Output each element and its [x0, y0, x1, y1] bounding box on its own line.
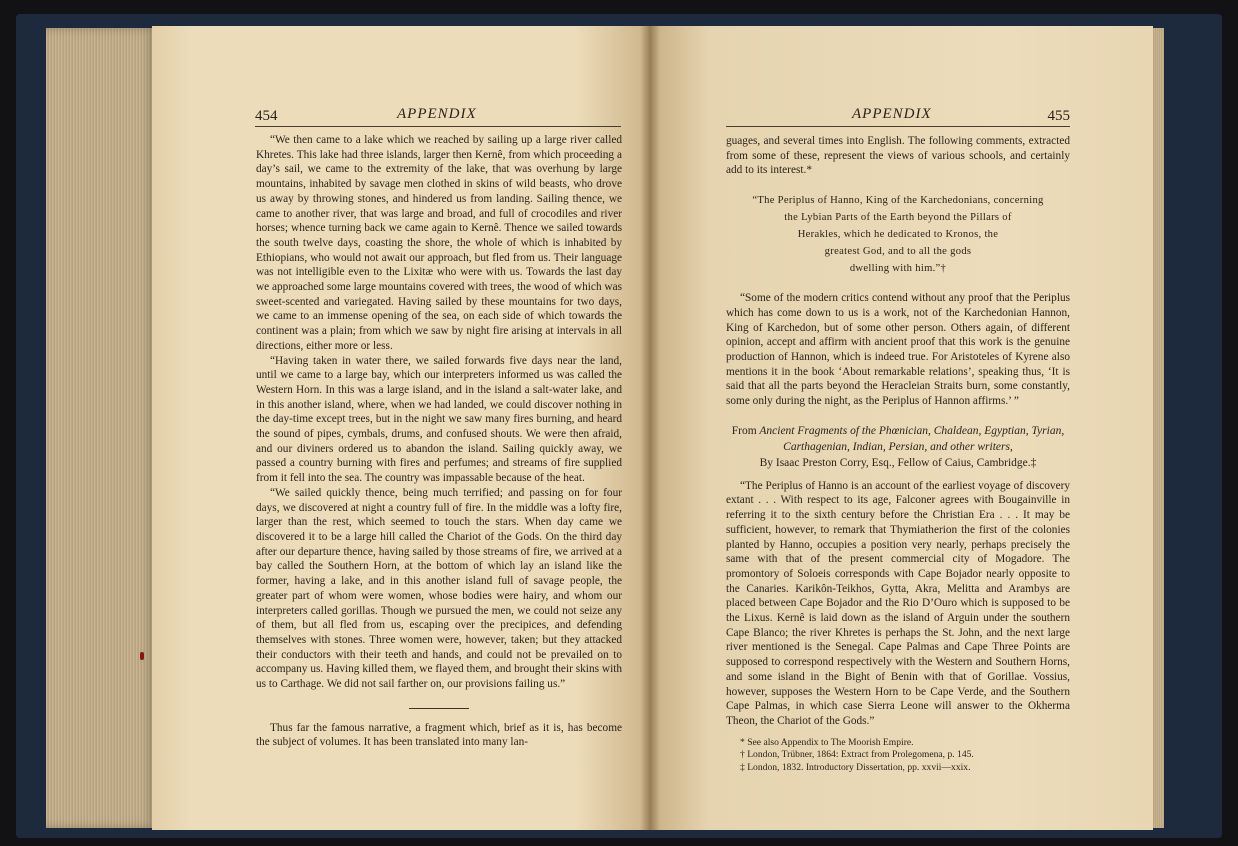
left-running-title: APPENDIX — [397, 106, 477, 122]
right-final-paragraph: “The Periplus of Hanno is an account of the earliest voyage of discovery extant . . . With respect to its age, Falconer agrees with Bougainville in referring it to the sixth century before the Christian Era . . . It may be sufficient, however, to remark that Thymiatherion the first of the colonies planted by Hanno, occupies a position very nearly, perhaps precisely the same with that of the present commercial city of Mogadore. The promontory of Soloeis corresponds with Cape Bojador nearly opposite to the Canaries. Karikôn-Teikhos, Gytta, Akra, Melitta and Arambys are placed between Cape Bojador and the Rio D’Ouro which is supposed to be the Lixus. Kernê is laid down as the island of Arguin under the southern Cape Blanco; the river Khretes is perhaps the St. John, and the next large river mentioned is the Senegal. Cape Palmas and Cape Three Points are supposed to correspond respectively with the Western and Southern Horns, and some island in the Bight of Benin with that of Gorillae. Vossius, however, supposes the Western Horn to be Cape Verde, and the Southern Cape Palmas, in which case Sierra Leone will answer to the Okherma Theon, the Chariot of the Gods.” — [726, 479, 1070, 727]
source-title-line-2: Carthagenian, Indian, Persian, and other writers, — [783, 440, 1013, 453]
page-stack-left — [46, 28, 156, 828]
source-citation — [726, 423, 1070, 471]
left-paragraph-3: “We sailed quickly thence, being much terrified; and passing on for four days, we discovered at night a country full of fire. In the middle was a lofty fire, larger than the rest, which seemed to touch the stars. When day came we discovered it to be a large hill called the Chariot of the Gods. On the third day after our departure thence, having sailed by those streams of fire, we arrived at a bay called the Southern Horn, at the bottom of which lay an island like the former, having a lake, and in this another island full of savage people, the greater part of whom were women, whose bodies were hairy, and whom our interpreters called gorillas. Though we pursued the men, we could not seize any of them, but all fled from us, escaping over the precipices, and defending themselves with stones. Three women were, however, taken; but they attacked their conductors with their teeth and hands, and could not be prevailed on to accompany us. Having killed them, we flayed them, and brought their skins with us to Carthage. We did not sail farther on, our provisions failing us.” — [256, 486, 622, 691]
source-from: From — [731, 424, 757, 437]
right-running-head — [726, 106, 1070, 127]
heading-line-2: the Lybian Parts of the Earth beyond the Pillars of — [784, 212, 1012, 224]
left-paragraph-2: “Having taken in water there, we sailed forwards five days near the land, until we came to a large bay, which our interpreters informed us was called the Western Horn. In this was a large island, and in the island a salt-water lake, and in this another island, where, when we had landed, we could discover nothing in the day-time except trees, but in the night we saw many fires burning, and heard the sound of pipes, cymbals, drums, and confused shouts. We were then afraid, and our diviners ordered us to abandon the island. Sailing quickly away, we passed a country burning with fires and perfumes; and streams of fire supplied from it fell into the sea. The country was impassable because of the heat. — [256, 354, 622, 485]
left-body-text — [256, 133, 622, 750]
book-gutter — [640, 26, 660, 830]
source-title-1-text: Ancient Fragments of the Phœnician, Chaldean, Egyptian, Tyrian, — [759, 424, 1065, 437]
red-mark — [140, 652, 144, 660]
left-running-head — [255, 106, 621, 127]
left-folio: 454 — [255, 108, 278, 124]
right-body-text — [726, 134, 1070, 774]
footnote-2: † London, Trübner, 1864: Extract from Prolegomena, p. 145. — [740, 749, 974, 761]
source-title-line-1 — [726, 423, 1070, 439]
footnote-3: ‡ London, 1832. Introductory Dissertation, pp. xxvii—xxix. — [740, 761, 971, 773]
periplus-heading — [726, 192, 1070, 277]
right-opening-paragraph: guages, and several times into English. The following comments, extracted from some of these, represent the views of various schools, and certainly add to its interest.* — [726, 135, 1070, 177]
right-folio: 455 — [1047, 108, 1070, 124]
source-author: By Isaac Preston Corry, Esq., Fellow of Caius, Cambridge.‡ — [759, 456, 1037, 469]
section-rule — [409, 708, 469, 709]
footnote-1: * See also Appendix to The Moorish Empire. — [740, 736, 914, 748]
heading-line-3: Herakles, which he dedicated to Kronos, the — [797, 229, 999, 241]
left-closing-paragraph: Thus far the famous narrative, a fragment which, brief as it is, has become the subject of volumes. It has been translated into many lan- — [256, 721, 622, 749]
right-commentary-paragraph: “Some of the modern critics contend without any proof that the Periplus which has come down to us is a work, not of the Karchedonian Hannon, King of Karchedon, but of some other person. Others again, of different opinion, accept and affirm with ancient proof that this work is the genuine production of Hannon, which is indeed true. For Aristoteles of Kyrene also mentions it in the book ‘About remarkable relations’, speaking thus, ‘It is said that all the parts beyond the Heracleian Straits burn, some constantly, some only during the night, as the Periplus of Hannon affirms.’ ” — [726, 292, 1070, 408]
heading-line-4: greatest God, and to all the gods — [824, 246, 972, 258]
heading-line-5: dwelling with him.”† — [849, 263, 947, 275]
right-running-title: APPENDIX — [852, 106, 932, 122]
left-paragraph-1: “We then came to a lake which we reached by sailing up a large river called Khretes. This lake had three islands, larger then Kernê, from which proceeding a day’s sail, we came to the extremity of the lake, that was overhung by large mountains, inhabited by savage men clothed in skins of wild beasts, who drove us away by throwing stones, and hindered us from landing. Sailing thence, we came to another river, that was large and broad, and full of crocodiles and river horses; whence turning back we came again to Kernê. Thence we sailed towards the south twelve days, coasting the shore, the whole of which is inhabited by Ethiopians, who would not await our approach, but fled from us. Their language was not intelligible even to the Lixitæ who were with us. Towards the last day we approached some large mountains covered with trees, the wood of which was sweet-scented and variegated. Having sailed by these mountains for two days, we came to an immense opening of the sea, on each side of which towards the continent was a plain; from which we saw by night fire arising at intervals in all directions, either more or less. — [256, 134, 622, 352]
footnotes — [726, 737, 1070, 775]
heading-line-1: “The Periplus of Hanno, King of the Karchedonians, concerning — [752, 195, 1044, 207]
